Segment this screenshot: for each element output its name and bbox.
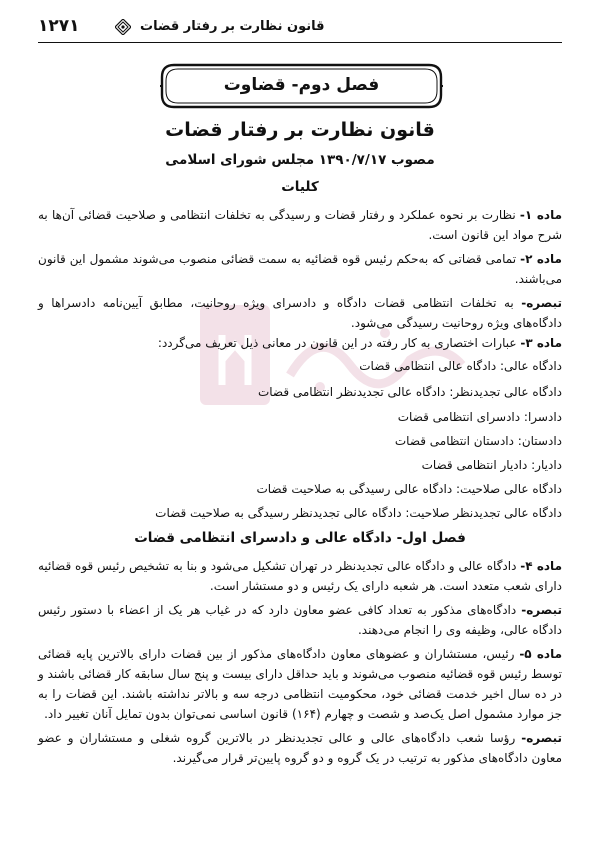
article-5: ماده ۵- رئیس، مستشاران و عضوهای معاون دادگاه‌های مذکور از بین قضات دارای بالاترین پایه قضائی توسط رئیس قوه قضائیه منصوب می‌شوند و باید حداقل دارای بیست و پنج سال سابقه کار قضائی باشند و در ده سال اخیر خدمت قضائی خود، محکومیت انتظامی درجه سه و بالاتر نداشته باشند. این قضات را به جز موارد مشمول اصل یک‌صد و شصت و چهارم (۱۶۴) قانون اساسی نمی‌توان بدون تمایل آنان تغییر داد.	[38, 647, 563, 721]
definition-7: دادگاه عالی تجدیدنظر صلاحیت: دادگاه عالی تجدیدنظر رسیدگی به صلاحیت قضات	[155, 506, 562, 520]
definition-6: دادگاه عالی صلاحیت: دادگاه عالی رسیدگی به صلاحیت قضات	[256, 482, 562, 496]
definition-3: دادسرا: دادسرای انتظامی قضات	[397, 410, 562, 424]
chapter-title: فصل دوم- قضاوت	[223, 75, 380, 95]
approval-date: مصوب ۱۳۹۰/۷/۱۷ مجلس شورای اسلامی	[165, 152, 435, 168]
definition-2: دادگاه عالی تجدیدنظر: دادگاه عالی تجدیدنظر انتظامی قضات	[257, 385, 562, 399]
article-1: ماده ۱- نظارت بر نحوه عملکرد و رفتار قضات و رسیدگی به تخلفات انتظامی و صلاحیت قضائی آن‌ها به شرح مواد این قانون است.	[38, 208, 563, 242]
chapter-one-heading: فصل اول- دادگاه عالی و دادسرای انتظامی قضات	[134, 530, 466, 546]
note-1: تبصره- به تخلفات انتظامی قضات دادگاه و دادسرای ویژه روحانیت، مطابق آیین‌نامه دادسراها و دادگاه‌های ویژه روحانیت رسیدگی می‌شود.	[38, 296, 562, 330]
article-block-1	[38, 205, 562, 353]
note-3: تبصره- رؤسا شعب دادگاه‌های عالی و عالی تجدیدنظر در بالاترین گروه شغلی و مستشاران و عضو معاون دادگاه‌های مذکور به ترتیب در یک گروه و دو گروه پایین‌تر قرار می‌گیرند.	[38, 731, 562, 765]
definition-4: دادستان: دادستان انتظامی قضات	[394, 434, 562, 448]
note-2: تبصره- دادگاه‌های مذکور به تعداد کافی عضو معاون دارد که در غیاب هر یک از اعضاء با دستور رئیس دادگاه عالی، وظیفه وی را انجام می‌دهند.	[38, 603, 562, 637]
chapter-title-frame	[160, 63, 443, 109]
definition-1: دادگاه عالی: دادگاه عالی انتظامی قضات	[359, 359, 562, 373]
page-number: ۱۲۷۱	[38, 16, 80, 36]
article-4: ماده ۴- دادگاه عالی و دادگاه عالی تجدیدنظر در تهران تشکیل می‌شود و بنا به تشخیص رئیس قوه قضائیه دارای شعب متعدد است. هر شعبه دارای یک رئیس و دو مستشار است.	[38, 559, 562, 593]
article-2: ماده ۲- تمامی قضاتی که به‌حکم رئیس قوه قضائیه به سمت قضائی منصوب می‌شوند مشمول این قانون می‌باشند.	[38, 252, 562, 286]
page-header	[38, 14, 562, 43]
definition-5: دادیار: دادیار انتظامی قضات	[421, 458, 562, 472]
law-title: قانون نظارت بر رفتار قضات	[165, 119, 435, 141]
running-title: قانون نظارت بر رفتار قضات	[140, 19, 325, 34]
article-block-2	[38, 556, 562, 768]
diamond-ornament-icon	[115, 19, 131, 35]
article-3: ماده ۳- عبارات اختصاری به کار رفته در این قانون در معانی ذیل تعریف می‌گردد:	[157, 336, 562, 350]
section-heading: کلیات	[281, 179, 319, 195]
